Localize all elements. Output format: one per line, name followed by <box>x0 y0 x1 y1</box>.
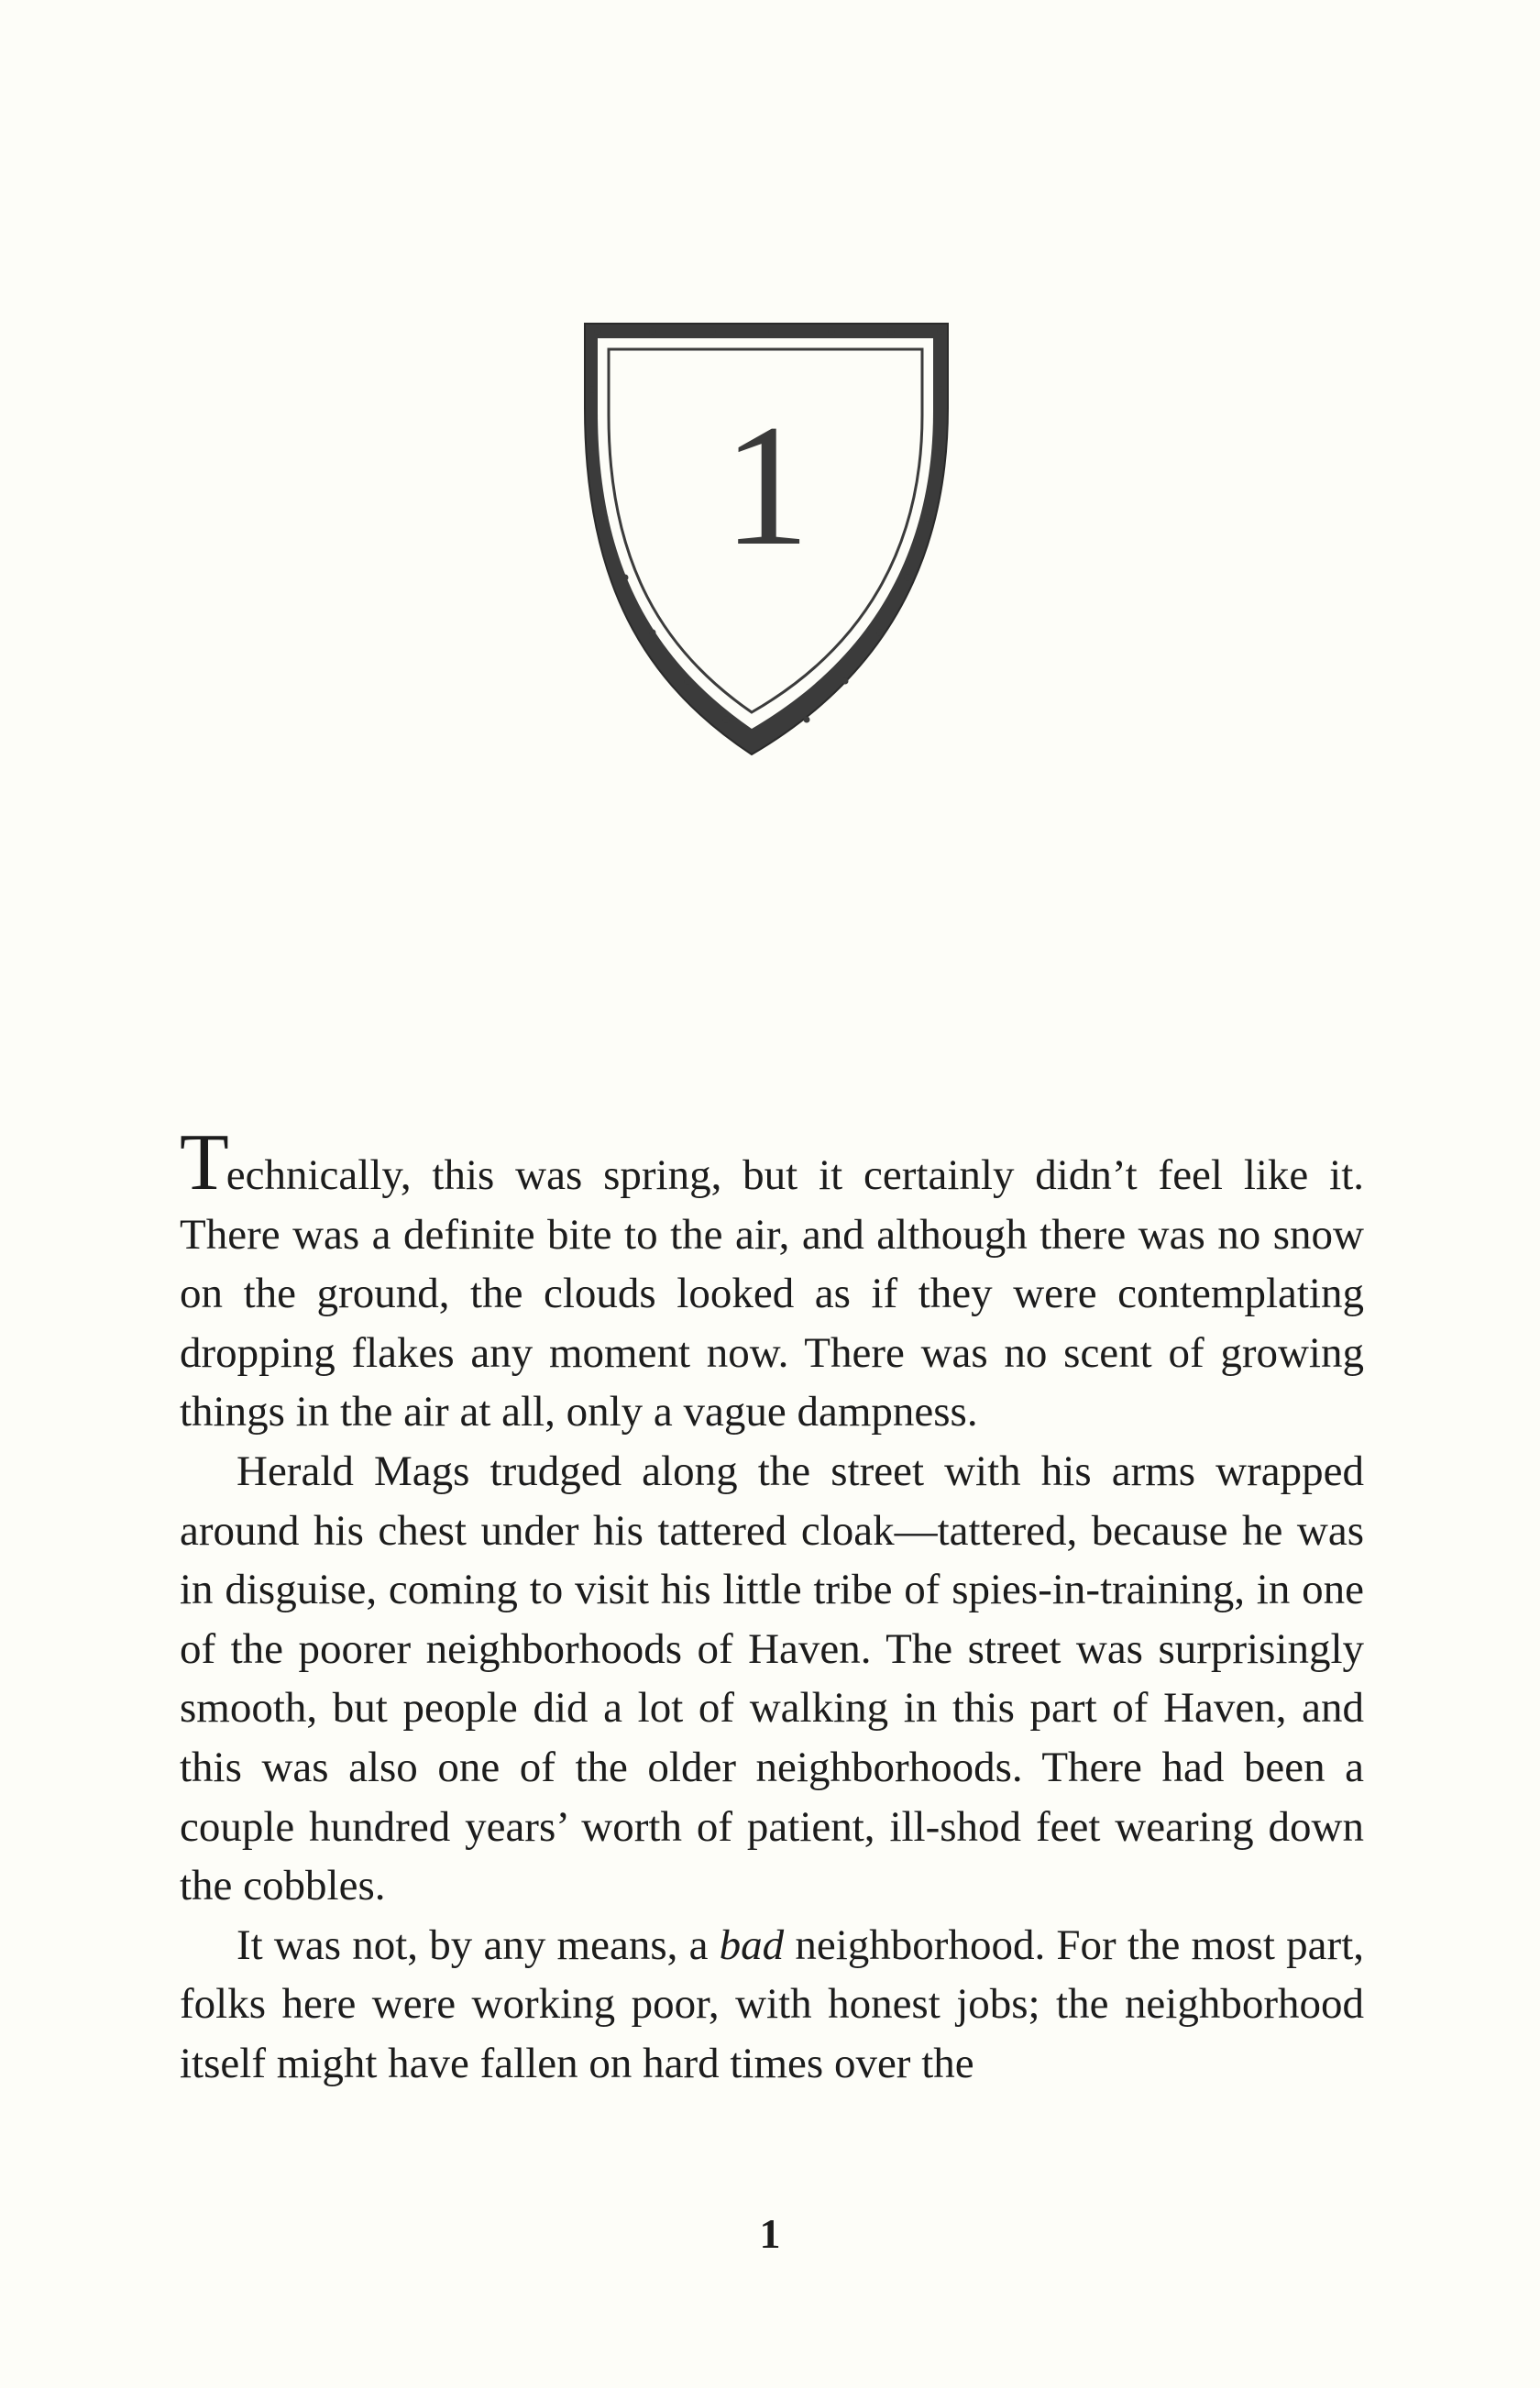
shield-icon <box>579 316 953 756</box>
drop-cap: T <box>180 1118 226 1207</box>
paragraph-2-text: Herald Mags trudged along the street with his arms wrapped around his chest under his tattered cloak—tattered, because he was in disguise, coming to visit his little tribe of spies-in-training, in one of the poorer neighborhoods of Haven. The street was surprisingly smooth, but people did a lot of walking in this part of Haven, and this was also one of the older neighborhoods. There had been a couple hundred years’ worth of patient, ill-shod feet wearing down the cobbles. <box>180 1447 1364 1910</box>
chapter-body <box>180 1118 1365 2094</box>
paragraph-1-text: echnically, this was spring, but it certainly didn’t feel like it. There was a definite bite to the air, and although there was no snow on the ground, the clouds looked as if they were contemplating dropping flakes any moment now. There was no scent of growing things in the air at all, only a vague dampness. <box>180 1151 1364 1436</box>
paragraph-3-text-after: neighborhood. For the most part, folks here were working poor, with honest jobs; the neighborhood itself might have fallen on hard times over the <box>180 1920 1365 2087</box>
paragraph-3-emphasis: bad <box>719 1920 785 1969</box>
chapter-number: 1 <box>722 390 810 582</box>
paragraph-3 <box>180 1916 1364 2094</box>
paragraph-3-text-before: It was not, by any means, a <box>236 1920 720 1969</box>
page-number: 1 <box>759 2210 781 2257</box>
chapter-shield <box>579 316 953 756</box>
paragraph-2 <box>180 1442 1364 1916</box>
paragraph-1 <box>180 1118 1364 1442</box>
